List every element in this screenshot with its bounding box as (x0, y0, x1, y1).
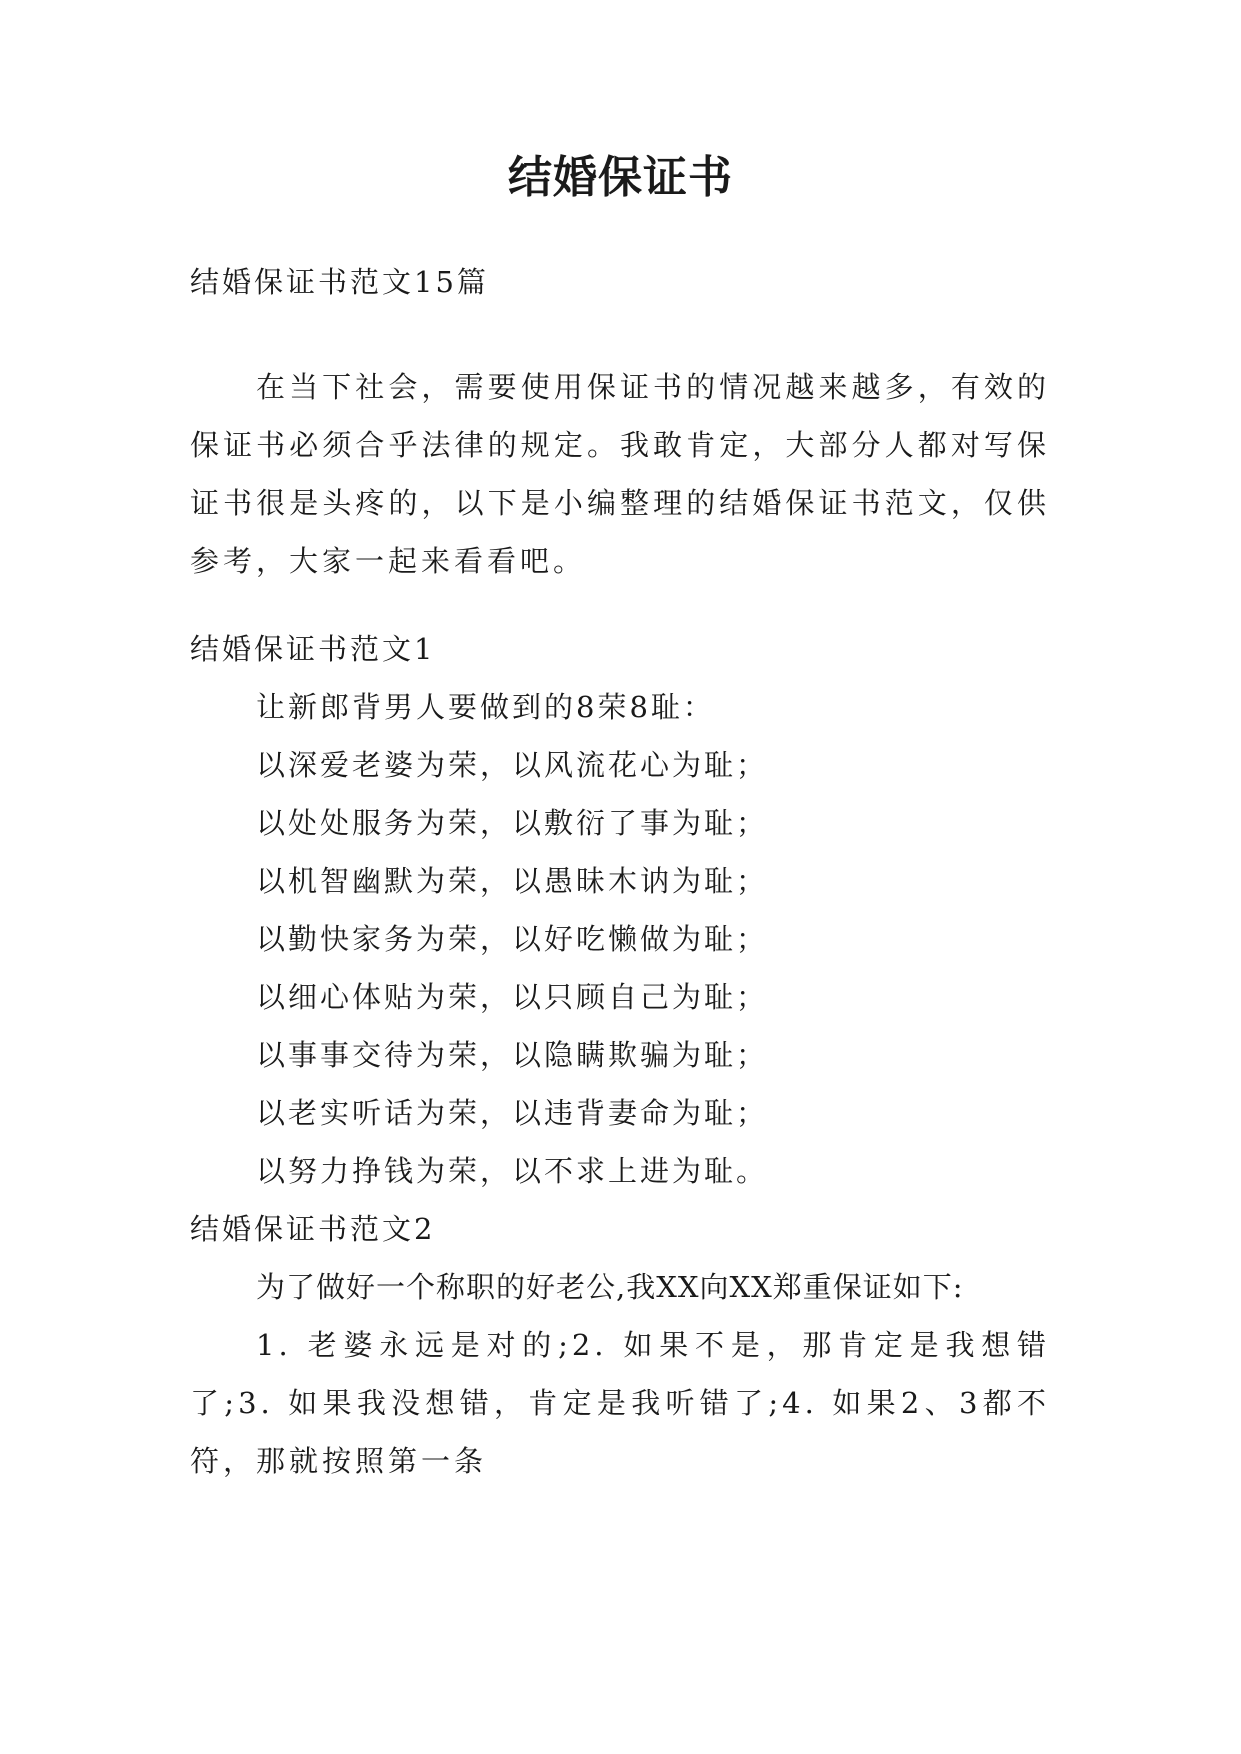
document-subtitle: 结婚保证书范文15篇 (190, 265, 489, 299)
section-2-paragraph: 1. 老婆永远是对的;2. 如果不是，那肯定是我想错了;3. 如果我没想错，肯定是我听错了;4. 如果2、3都不符，那就按照第一条 (190, 1328, 1050, 1478)
document-title: 结婚保证书 (508, 152, 733, 203)
section-1-line: 以深爱老婆为荣，以风流花心为耻； (256, 748, 769, 782)
section-1-line: 以处处服务为荣，以敷衍了事为耻； (256, 806, 769, 840)
section-2-line: 为了做好一个称职的好老公,我XX向XX郑重保证如下: (256, 1270, 964, 1304)
section-1-line: 以老实听话为荣，以违背妻命为耻； (256, 1096, 769, 1130)
section-1-line: 以勤快家务为荣，以好吃懒做为耻； (256, 922, 769, 956)
intro-paragraph: 在当下社会，需要使用保证书的情况越来越多，有效的保证书必须合乎法律的规定。我敢肯定，大部分人都对写保证书很是头疼的，以下是小编整理的结婚保证书范文，仅供参考，大家一起来看看吧。 (190, 370, 1050, 578)
section-1-line: 让新郎背男人要做到的8荣8耻： (256, 690, 715, 724)
section-heading-1: 结婚保证书范文1 (190, 632, 436, 666)
section-1-line: 以细心体贴为荣，以只顾自己为耻； (256, 980, 769, 1014)
section-1-line: 以事事交待为荣，以隐瞒欺骗为耻； (256, 1038, 769, 1072)
section-heading-2: 结婚保证书范文2 (190, 1212, 436, 1246)
section-1-line: 以努力挣钱为荣，以不求上进为耻。 (256, 1154, 769, 1188)
section-1-line: 以机智幽默为荣，以愚昧木讷为耻； (256, 864, 769, 898)
